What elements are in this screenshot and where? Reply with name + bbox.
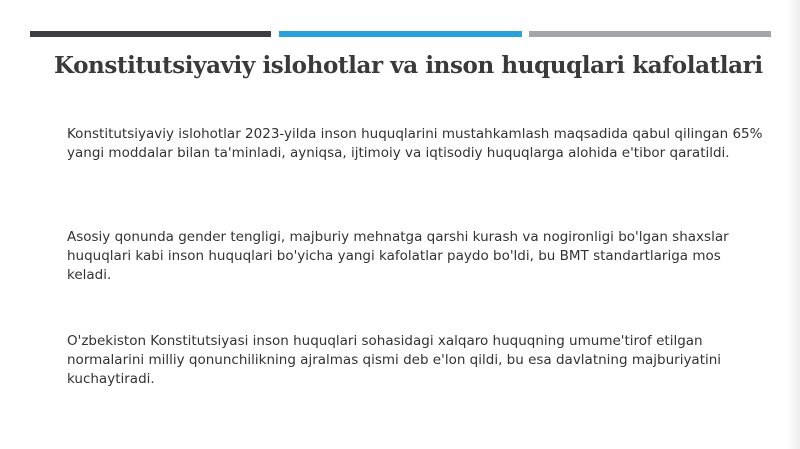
- paragraph-international-law: O'zbekiston Konstitutsiyasi inson huquqlari sohasidagi xalqaro huquqning umume'tirof etilgan normalarini milliy qonunchilikning ajralmas qismi deb e'lon qildi, bu esa davlatning majburiyatini kuchaytiradi.: [67, 333, 722, 387]
- accent-bar-dark: [30, 31, 271, 37]
- paragraph-new-guarantees: Asosiy qonunda gender tengligi, majburiy mehnatga qarshi kurash va nogironligi bo'lgan shaxslar huquqlari kabi inson huquqlari bo'yicha yangi kafolatlar paydo bo'ldi, bu BMT standartlariga mos keladi.: [67, 229, 729, 283]
- accent-bar-blue: [279, 31, 522, 37]
- accent-bar-gray: [529, 31, 771, 37]
- slide-title: Konstitutsiyaviy islohotlar va inson huquqlari kafolatlari: [54, 52, 763, 79]
- paragraph-constitutional-reforms: Konstitutsiyaviy islohotlar 2023-yilda inson huquqlarini mustahkamlash maqsadida qabul qilingan 65% yangi moddalar bilan ta'minladi, ayniqsa, ijtimoiy va iqtisodiy huquqlarga alohida e'tibor qaratildi.: [67, 126, 763, 161]
